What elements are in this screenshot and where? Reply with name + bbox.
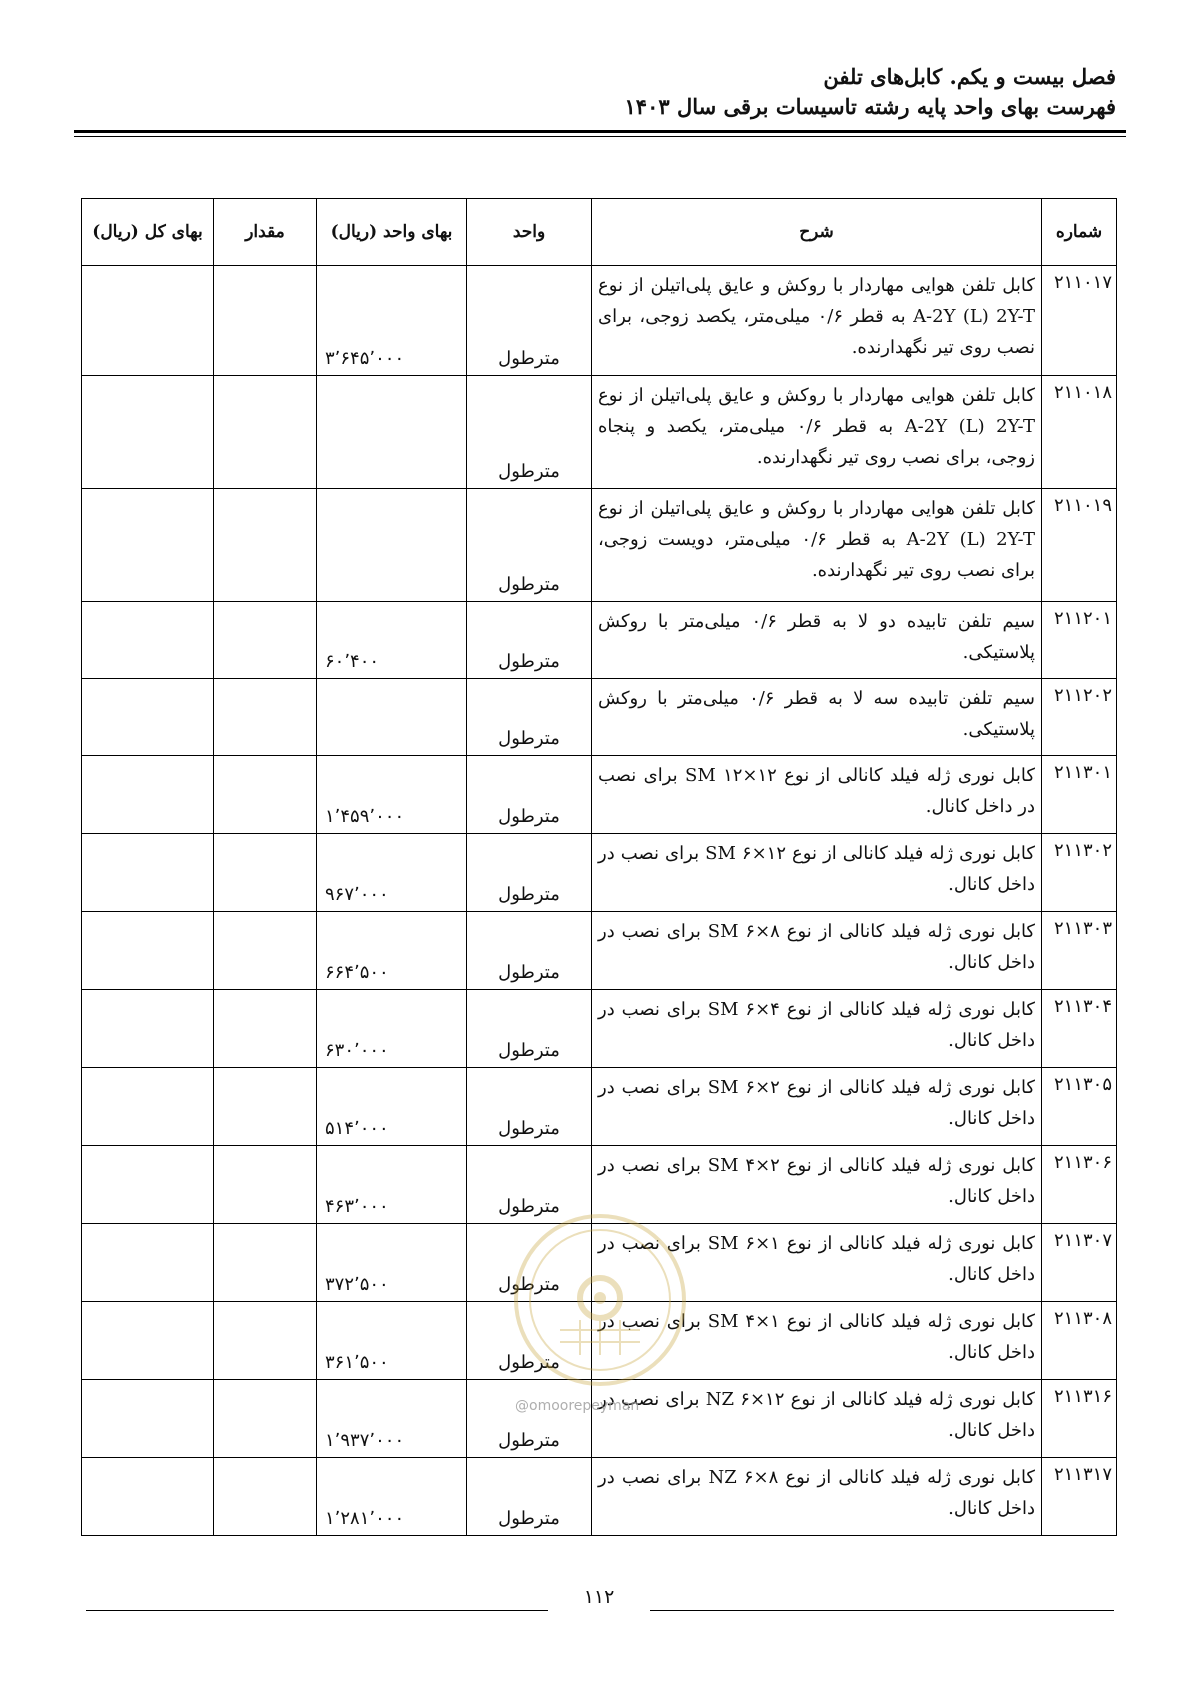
item-description: سیم تلفن تابیده سه لا به قطر ۰/۶ میلی‌متر با روکش پلاستیکی.: [592, 679, 1042, 756]
item-quantity: [214, 1068, 317, 1146]
page-header: [75, 62, 1116, 122]
item-number: ۲۱۱۳۰۵: [1042, 1068, 1117, 1146]
item-number: ۲۱۱۳۰۳: [1042, 912, 1117, 990]
item-description: کابل نوری ژله فیلد کانالی از نوع SM ۱۲×۱۲ برای نصب در داخل کانال.: [592, 756, 1042, 834]
header-rule-thick: [74, 130, 1126, 133]
item-unit-price: ۶۰٬۴۰۰: [317, 602, 467, 679]
item-quantity: [214, 756, 317, 834]
item-unit-price: ۱٬۹۳۷٬۰۰۰: [317, 1380, 467, 1458]
footer-rule-left: [86, 1610, 548, 1611]
item-quantity: [214, 990, 317, 1068]
item-quantity: [214, 1458, 317, 1536]
item-number: ۲۱۱۳۱۶: [1042, 1380, 1117, 1458]
item-quantity: [214, 834, 317, 912]
price-table-wrapper: [81, 198, 1116, 1536]
item-number: ۲۱۱۰۱۹: [1042, 489, 1117, 602]
item-number: ۲۱۱۰۱۷: [1042, 266, 1117, 376]
table-body: [82, 266, 1117, 1536]
footer-rule-right: [650, 1610, 1114, 1611]
item-total-price: [82, 1068, 214, 1146]
table-row: [82, 1302, 1117, 1380]
table-row: [82, 912, 1117, 990]
item-description: کابل نوری ژله فیلد کانالی از نوع SM ۴×۱ برای نصب در داخل کانال.: [592, 1302, 1042, 1380]
item-unit-price: ۴۶۳٬۰۰۰: [317, 1146, 467, 1224]
item-unit: مترطول: [467, 912, 592, 990]
table-row: [82, 1380, 1117, 1458]
item-unit: مترطول: [467, 489, 592, 602]
item-description: کابل نوری ژله فیلد کانالی از نوع SM ۴×۲ برای نصب در داخل کانال.: [592, 1146, 1042, 1224]
item-quantity: [214, 1302, 317, 1380]
item-total-price: [82, 912, 214, 990]
item-unit-price: ۹۶۷٬۰۰۰: [317, 834, 467, 912]
item-total-price: [82, 679, 214, 756]
item-total-price: [82, 834, 214, 912]
item-quantity: [214, 376, 317, 489]
table-row: [82, 756, 1117, 834]
item-unit: مترطول: [467, 1068, 592, 1146]
page-number: ۱۱۲: [583, 1586, 615, 1608]
item-number: ۲۱۱۲۰۱: [1042, 602, 1117, 679]
table-row: [82, 489, 1117, 602]
item-description: کابل نوری ژله فیلد کانالی از نوع SM ۶×۱ برای نصب در داخل کانال.: [592, 1224, 1042, 1302]
header-rule-thin: [74, 136, 1126, 137]
item-total-price: [82, 376, 214, 489]
item-total-price: [82, 756, 214, 834]
watermark-text: @omoorepeyman: [515, 1398, 640, 1414]
item-unit: مترطول: [467, 679, 592, 756]
item-total-price: [82, 1458, 214, 1536]
header-unit-price: بهای واحد (ریال): [317, 199, 467, 266]
item-unit-price: ۵۱۴٬۰۰۰: [317, 1068, 467, 1146]
item-total-price: [82, 1380, 214, 1458]
header-quantity: مقدار: [214, 199, 317, 266]
table-row: [82, 1224, 1117, 1302]
item-quantity: [214, 489, 317, 602]
item-unit: مترطول: [467, 834, 592, 912]
item-quantity: [214, 1224, 317, 1302]
table-row: [82, 1068, 1117, 1146]
item-number: ۲۱۱۳۰۶: [1042, 1146, 1117, 1224]
document-title: فهرست بهای واحد پایه رشته تاسیسات برقی سال ۱۴۰۳: [624, 94, 1116, 119]
item-quantity: [214, 266, 317, 376]
item-quantity: [214, 912, 317, 990]
item-total-price: [82, 1302, 214, 1380]
item-description: کابل نوری ژله فیلد کانالی از نوع SM ۶×۲ برای نصب در داخل کانال.: [592, 1068, 1042, 1146]
header-description: شرح: [592, 199, 1042, 266]
item-quantity: [214, 1380, 317, 1458]
item-unit: مترطول: [467, 1458, 592, 1536]
item-unit: مترطول: [467, 1380, 592, 1458]
item-unit-price: [317, 489, 467, 602]
item-unit: مترطول: [467, 1224, 592, 1302]
item-description: کابل نوری ژله فیلد کانالی از نوع NZ ۶×۸ برای نصب در داخل کانال.: [592, 1458, 1042, 1536]
item-number: ۲۱۱۲۰۲: [1042, 679, 1117, 756]
item-quantity: [214, 679, 317, 756]
item-description: کابل نوری ژله فیلد کانالی از نوع SM ۶×۱۲ برای نصب در داخل کانال.: [592, 834, 1042, 912]
item-unit: مترطول: [467, 1302, 592, 1380]
item-unit: مترطول: [467, 266, 592, 376]
item-unit: مترطول: [467, 602, 592, 679]
table-row: [82, 1458, 1117, 1536]
item-unit-price: ۱٬۴۵۹٬۰۰۰: [317, 756, 467, 834]
item-unit-price: ۶۳۰٬۰۰۰: [317, 990, 467, 1068]
price-table: [81, 198, 1117, 1536]
item-number: ۲۱۱۳۰۷: [1042, 1224, 1117, 1302]
item-number: ۲۱۱۰۱۸: [1042, 376, 1117, 489]
item-quantity: [214, 602, 317, 679]
item-description: سیم تلفن تابیده دو لا به قطر ۰/۶ میلی‌متر با روکش پلاستیکی.: [592, 602, 1042, 679]
item-total-price: [82, 489, 214, 602]
item-number: ۲۱۱۳۰۴: [1042, 990, 1117, 1068]
item-description: کابل نوری ژله فیلد کانالی از نوع SM ۶×۸ برای نصب در داخل کانال.: [592, 912, 1042, 990]
item-description: کابل نوری ژله فیلد کانالی از نوع NZ ۶×۱۲ برای نصب در داخل کانال.: [592, 1380, 1042, 1458]
item-description: کابل نوری ژله فیلد کانالی از نوع SM ۶×۴ برای نصب در داخل کانال.: [592, 990, 1042, 1068]
table-row: [82, 1146, 1117, 1224]
item-unit-price: ۳۶۱٬۵۰۰: [317, 1302, 467, 1380]
header-total-price: بهای کل (ریال): [82, 199, 214, 266]
item-total-price: [82, 990, 214, 1068]
item-description: کابل تلفن هوایی مهاردار با روکش و عایق پلی‌اتیلن از نوع A-2Y (L) 2Y-T به قطر ۰/۶ میلی‌متر، یکصد و پنجاه زوجی، برای نصب روی تیر نگهدارنده.: [592, 376, 1042, 489]
item-unit-price: ۳۷۲٬۵۰۰: [317, 1224, 467, 1302]
item-total-price: [82, 1224, 214, 1302]
table-row: [82, 834, 1117, 912]
item-total-price: [82, 266, 214, 376]
table-row: [82, 679, 1117, 756]
item-total-price: [82, 1146, 214, 1224]
header-unit: واحد: [467, 199, 592, 266]
item-unit-price: [317, 376, 467, 489]
item-number: ۲۱۱۳۰۲: [1042, 834, 1117, 912]
chapter-title: فصل بیست و یکم. کابل‌های تلفن: [823, 64, 1116, 89]
item-number: ۲۱۱۳۰۱: [1042, 756, 1117, 834]
item-unit-price: ۳٬۶۴۵٬۰۰۰: [317, 266, 467, 376]
item-unit: مترطول: [467, 990, 592, 1068]
header-number: شماره: [1042, 199, 1117, 266]
item-number: ۲۱۱۳۱۷: [1042, 1458, 1117, 1536]
table-row: [82, 376, 1117, 489]
table-row: [82, 990, 1117, 1068]
item-unit: مترطول: [467, 376, 592, 489]
table-row: [82, 266, 1117, 376]
item-unit-price: [317, 679, 467, 756]
item-number: ۲۱۱۳۰۸: [1042, 1302, 1117, 1380]
item-description: کابل تلفن هوایی مهاردار با روکش و عایق پلی‌اتیلن از نوع A-2Y (L) 2Y-T به قطر ۰/۶ میلی‌متر، یکصد زوجی، برای نصب روی تیر نگهدارنده.: [592, 266, 1042, 376]
item-description: کابل تلفن هوایی مهاردار با روکش و عایق پلی‌اتیلن از نوع A-2Y (L) 2Y-T به قطر ۰/۶ میلی‌متر، دویست زوجی، برای نصب روی تیر نگهدارنده.: [592, 489, 1042, 602]
item-unit: مترطول: [467, 756, 592, 834]
item-unit-price: ۶۶۴٬۵۰۰: [317, 912, 467, 990]
item-total-price: [82, 602, 214, 679]
table-header-row: [82, 199, 1117, 266]
table-row: [82, 602, 1117, 679]
item-unit-price: ۱٬۲۸۱٬۰۰۰: [317, 1458, 467, 1536]
item-quantity: [214, 1146, 317, 1224]
item-unit: مترطول: [467, 1146, 592, 1224]
